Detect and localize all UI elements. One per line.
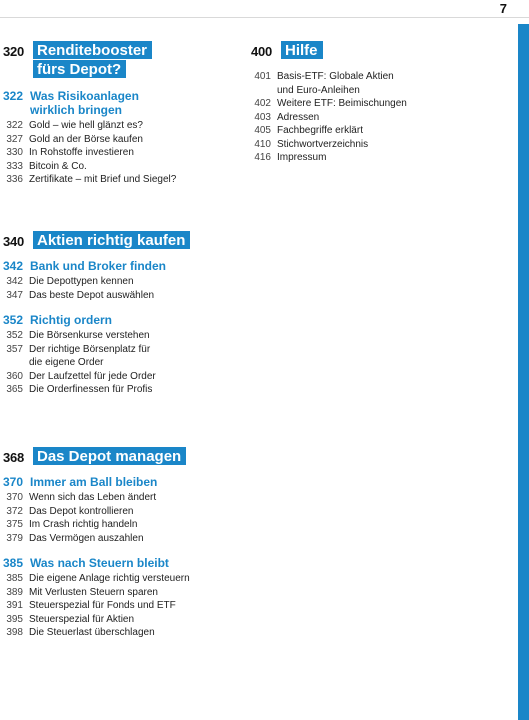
item-text-line-1: Basis-ETF: Globale Aktien — [277, 71, 394, 82]
item-text: Das Vermögen auszahlen — [29, 532, 144, 544]
item-list — [3, 329, 303, 397]
section-title: Hilfe — [281, 41, 323, 59]
item-text: Bitcoin & Co. — [29, 160, 87, 172]
subsection-title: Immer am Ball bleiben — [30, 475, 158, 489]
toc-item[interactable] — [3, 119, 243, 133]
subsection-322 — [3, 89, 243, 117]
item-list — [3, 275, 303, 302]
item-page: 402 — [254, 98, 271, 109]
section-368 — [3, 447, 303, 640]
item-page: 385 — [6, 573, 23, 584]
item-page: 391 — [6, 600, 23, 611]
subsection-title: Bank und Broker finden — [30, 259, 167, 273]
subsection-number: 385 — [3, 556, 24, 570]
item-text: Die eigene Anlage richtig versteuern — [29, 573, 190, 584]
page-number: 7 — [499, 1, 507, 16]
toc-item[interactable] — [3, 491, 303, 505]
subsection-number: 370 — [3, 475, 24, 489]
toc-item[interactable] — [251, 151, 501, 165]
item-text: Steuerspezial für Fonds und ETF — [29, 600, 176, 611]
item-page: 336 — [6, 174, 23, 185]
section-title: Das Depot managen — [33, 447, 186, 465]
section-title: Aktien richtig kaufen — [33, 231, 190, 249]
section-340 — [3, 231, 303, 397]
section-320 — [3, 41, 243, 187]
item-text: Impressum — [277, 152, 327, 163]
item-text: Die Orderfinessen für Profis — [29, 384, 153, 395]
subsection-number: 352 — [3, 313, 24, 327]
toc-item[interactable] — [3, 133, 243, 147]
toc-item[interactable] — [251, 138, 501, 152]
item-page: 342 — [6, 276, 23, 287]
item-page: 347 — [6, 289, 23, 301]
item-text-line-2: die eigene Order — [29, 357, 104, 368]
item-page: 330 — [6, 147, 23, 158]
item-page: 401 — [254, 71, 271, 82]
item-text: Wenn sich das Leben ändert — [29, 492, 157, 503]
subsection-385 — [3, 556, 303, 570]
item-page: 395 — [6, 613, 23, 625]
item-text: Gold – wie hell glänzt es? — [29, 120, 143, 131]
toc-item[interactable] — [3, 572, 303, 586]
section-title-line-1: Renditebooster — [33, 41, 152, 59]
subsection-title-line-2: wirklich bringen — [30, 103, 123, 117]
section-number: 400 — [251, 44, 273, 59]
item-page: 379 — [6, 532, 23, 544]
item-page: 403 — [254, 111, 271, 123]
item-text: Stichwortverzeichnis — [277, 138, 369, 150]
item-text: Weitere ETF: Beimischungen — [277, 98, 407, 109]
item-page: 333 — [6, 160, 23, 172]
item-text: Adressen — [277, 111, 320, 123]
item-page: 410 — [254, 138, 271, 150]
item-text: Der Laufzettel für jede Order — [29, 370, 156, 382]
item-text-line-1: Der richtige Börsenplatz für — [29, 343, 151, 355]
item-text: Steuerspezial für Aktien — [29, 613, 135, 625]
toc-item[interactable] — [3, 613, 303, 627]
subsection-title-line-1: Was Risikoanlagen — [30, 89, 139, 103]
toc-item[interactable] — [3, 532, 303, 546]
item-page: 370 — [6, 492, 23, 503]
subsection-370 — [3, 475, 303, 489]
toc-item[interactable] — [3, 329, 303, 343]
item-page: 389 — [6, 586, 23, 598]
subsection-number: 342 — [3, 259, 24, 273]
item-text: Das beste Depot auswählen — [29, 289, 155, 301]
item-page: 352 — [6, 330, 23, 341]
item-text: Mit Verlusten Steuern sparen — [29, 586, 158, 598]
toc-item[interactable] — [3, 626, 303, 640]
toc-item[interactable] — [3, 343, 303, 370]
section-title-line-2: fürs Depot? — [33, 60, 126, 78]
toc-item[interactable] — [251, 97, 501, 111]
item-text: In Rohstoffe investieren — [29, 147, 134, 158]
item-page: 365 — [6, 384, 23, 395]
toc-item[interactable] — [3, 146, 243, 160]
subsection-number: 322 — [3, 89, 24, 103]
item-text: Gold an der Börse kaufen — [29, 133, 143, 145]
toc-item[interactable] — [3, 383, 303, 397]
item-page: 405 — [254, 125, 271, 136]
item-list — [3, 119, 243, 187]
item-page: 322 — [6, 120, 23, 131]
item-list — [251, 70, 501, 165]
item-page: 327 — [6, 133, 23, 145]
item-text-line-2: und Euro-Anleihen — [277, 84, 360, 96]
section-400 — [251, 41, 501, 165]
item-list — [3, 491, 303, 545]
section-number: 320 — [3, 44, 25, 59]
item-page: 372 — [6, 505, 23, 517]
toc-item[interactable] — [3, 289, 303, 303]
subsection-352 — [3, 313, 303, 327]
item-page: 357 — [6, 343, 23, 355]
toc-item[interactable] — [251, 70, 501, 97]
toc-item[interactable] — [3, 160, 243, 174]
toc-item[interactable] — [3, 173, 243, 187]
item-page: 375 — [6, 519, 23, 530]
toc-item[interactable] — [3, 518, 303, 532]
item-text: Die Depottypen kennen — [29, 276, 134, 287]
toc-item[interactable] — [251, 124, 501, 138]
item-text: Zertifikate – mit Brief und Siegel? — [29, 174, 177, 185]
toc-item[interactable] — [3, 275, 303, 289]
item-page: 416 — [254, 152, 271, 163]
subsection-title: Was nach Steuern bleibt — [30, 556, 169, 570]
item-text: Fachbegriffe erklärt — [277, 125, 363, 136]
item-text: Die Steuerlast überschlagen — [29, 627, 155, 638]
item-text: Im Crash richtig handeln — [29, 519, 138, 530]
item-text: Die Börsenkurse verstehen — [29, 330, 150, 341]
toc-item[interactable] — [3, 505, 303, 519]
toc-item[interactable] — [3, 370, 303, 384]
item-page: 360 — [6, 370, 23, 382]
section-number: 368 — [3, 450, 25, 465]
toc-item[interactable] — [251, 111, 501, 125]
subsection-title: Richtig ordern — [30, 313, 113, 327]
item-page: 398 — [6, 627, 23, 638]
top-rule — [0, 17, 529, 18]
subsection-342 — [3, 259, 303, 273]
toc-item[interactable] — [3, 586, 303, 600]
side-color-bar — [518, 24, 529, 720]
section-number: 340 — [3, 234, 25, 249]
item-text: Das Depot kontrollieren — [29, 505, 134, 517]
item-list — [3, 572, 303, 640]
toc-item[interactable] — [3, 599, 303, 613]
